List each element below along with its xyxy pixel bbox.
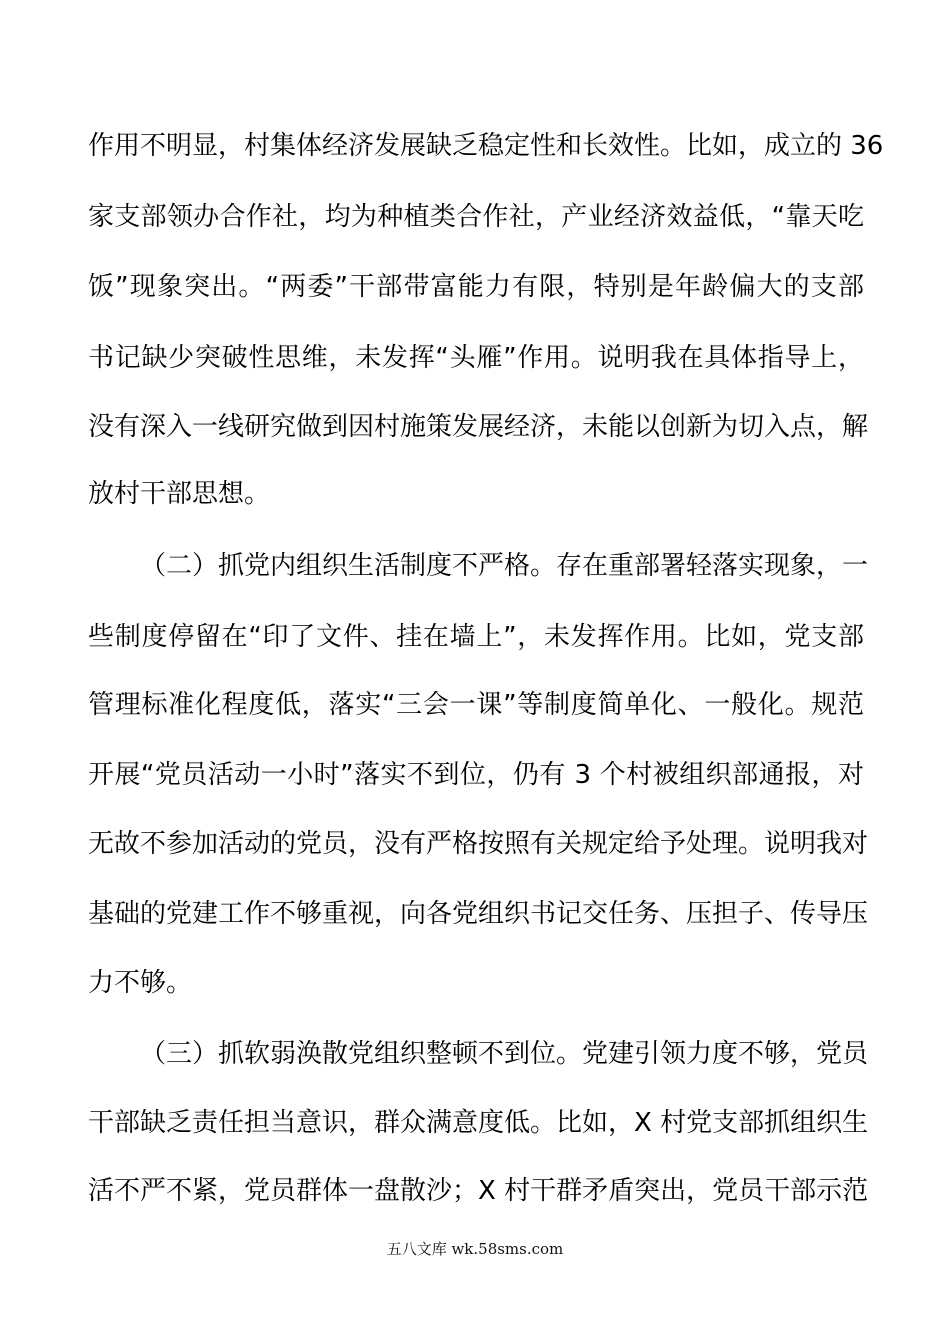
paragraph-3-first-line: （三）抓软弱涣散党组织整顿不到位。党建引领力度不够，党员 (140, 1039, 869, 1069)
text-line-6: 放村干部思想。 (88, 479, 271, 509)
text-line-15: 干部缺乏责任担当意识，群众满意度低。比如，X 村党支部抓组织生 (88, 1108, 869, 1138)
text-line-5: 没有深入一线研究做到因村施策发展经济，未能以创新为切入点，解 (88, 412, 869, 442)
text-line-9: 管理标准化程度低，落实“三会一课”等制度简单化、一般化。规范 (88, 690, 864, 720)
text-line-16: 活不严不紧，党员群体一盘散沙；X 村干群矛盾突出，党员干部示范 (88, 1176, 869, 1206)
text-line-3: 饭”现象突出。“两委”干部带富能力有限，特别是年龄偏大的支部 (88, 272, 864, 302)
footer-watermark: 五八文库 wk.58sms.com (386, 1240, 564, 1258)
text-line-11: 无故不参加活动的党员，没有严格按照有关规定给予处理。说明我对 (88, 829, 869, 859)
text-line-12: 基础的党建工作不够重视，向各党组织书记交任务、压担子、传导压 (88, 899, 869, 929)
paragraph-2-first-line: （二）抓党内组织生活制度不严格。存在重部署轻落实现象，一 (140, 551, 869, 581)
text-line-8: 些制度停留在“印了文件、挂在墙上”，未发挥作用。比如，党支部 (88, 622, 864, 652)
text-line-13: 力不够。 (88, 968, 193, 998)
text-line-1: 作用不明显，村集体经济发展缺乏稳定性和长效性。比如，成立的 36 (88, 131, 884, 161)
text-line-2: 家支部领办合作社，均为种植类合作社，产业经济效益低，“靠天吃 (88, 202, 864, 232)
text-line-10: 开展“党员活动一小时”落实不到位，仍有 3 个村被组织部通报，对 (88, 760, 864, 790)
text-line-4: 书记缺少突破性思维，未发挥“头雁”作用。说明我在具体指导上， (88, 343, 864, 373)
